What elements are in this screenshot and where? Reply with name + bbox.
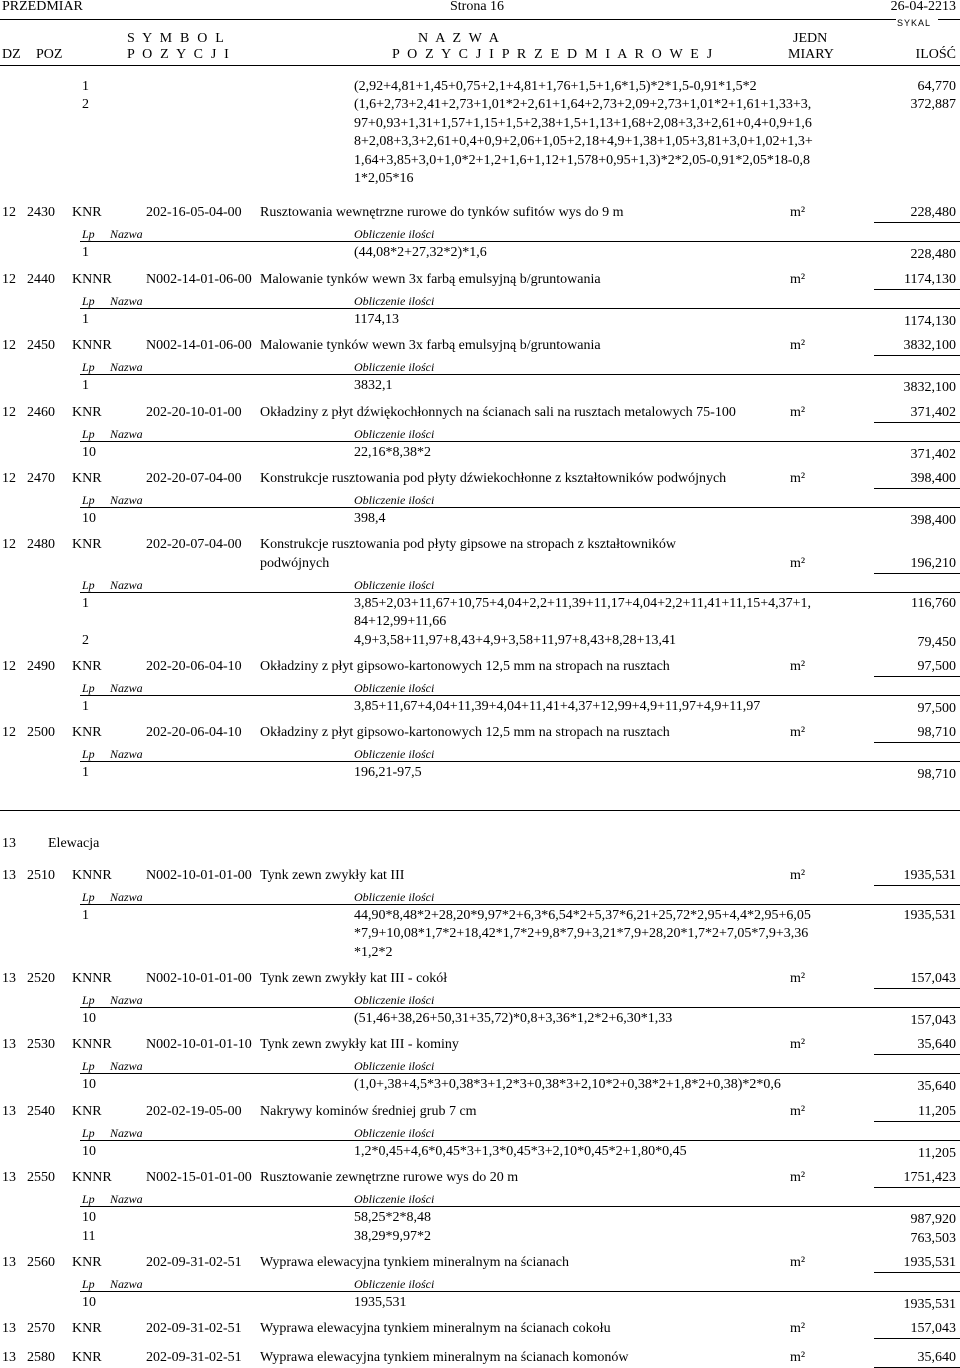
document-title: PRZEDMIAR xyxy=(2,0,83,14)
sub-label-nazwa: Nazwa xyxy=(110,360,143,375)
calc-row-formula: (2,92+4,81+1,45+0,75+2,1+4,81+1,76+1,5+1,6*1,5)*2*1,5-0,91*1,5*2 xyxy=(354,79,757,94)
column-nazwa-2: P O Z Y C J I P R Z E D M I A R O W E J xyxy=(392,47,715,62)
item-catalog: KNR xyxy=(72,659,102,674)
calc-row-formula: (44,08*2+27,32*2)*1,6 xyxy=(354,245,487,261)
calc-row-lp: 10 xyxy=(82,1077,96,1093)
item-code: N002-10-01-01-00 xyxy=(146,971,252,986)
item-unit: m² xyxy=(790,1170,806,1186)
item-quantity: 228,480 xyxy=(910,205,956,221)
calc-row-value: 1174,130 xyxy=(904,313,956,329)
sub-label-lp: Lp xyxy=(82,993,95,1007)
calc-row-value: 64,770 xyxy=(917,79,956,94)
calc-row-lp: 1 xyxy=(82,595,89,611)
item-poz: 2490 xyxy=(27,659,55,674)
item-description: Okładziny z płyt gipsowo-kartonowych 12,5 mm na stropach na rusztach xyxy=(260,659,670,674)
item-description: Tynk zewn zwykły kat III - cokół xyxy=(260,971,448,986)
item-dz: 13 xyxy=(2,1321,16,1337)
page-number: Strona 16 xyxy=(450,0,505,14)
header-rule-end xyxy=(938,19,960,20)
item-catalog: KNNR xyxy=(72,338,112,354)
item-dz: 12 xyxy=(2,659,16,674)
item-catalog: KNR xyxy=(72,1321,102,1337)
calc-row-value: 987,920 xyxy=(910,1212,956,1228)
item-catalog: KNR xyxy=(72,1103,102,1119)
item-quantity-rule xyxy=(874,988,960,989)
item-quantity-rule xyxy=(874,885,960,886)
sub-label-lp: Lp xyxy=(82,293,95,308)
item-poz: 2530 xyxy=(27,1037,55,1053)
sub-header-rule xyxy=(80,695,960,696)
item-code: N002-14-01-06-00 xyxy=(146,338,252,354)
item-code: 202-16-05-04-00 xyxy=(146,205,242,221)
calc-row-formula: 97+0,93+1,31+1,57+1,15+1,5+2,38+1,5+1,13+1,68+2,08+3,3+2,61+0,4+0,9+1,6 xyxy=(354,115,812,131)
item-dz: 13 xyxy=(2,867,16,883)
item-unit: m² xyxy=(790,271,806,287)
sub-label-lp: Lp xyxy=(82,360,95,375)
item-unit: m² xyxy=(790,1321,806,1337)
column-symbol-2: P O Z Y C J I xyxy=(127,47,232,62)
item-quantity: 1751,423 xyxy=(903,1170,956,1186)
calc-row-formula: 38,29*9,97*2 xyxy=(354,1228,431,1244)
item-dz: 13 xyxy=(2,1170,16,1186)
sub-header-rule xyxy=(80,1007,960,1008)
item-catalog: KNR xyxy=(72,205,102,221)
item-poz: 2430 xyxy=(27,205,55,221)
item-unit: m² xyxy=(790,971,806,986)
calc-row-lp: 10 xyxy=(82,1011,96,1026)
sub-label-obliczenie: Obliczenie ilości xyxy=(354,577,435,592)
item-quantity: 35,640 xyxy=(917,1350,956,1366)
sub-header-rule xyxy=(80,761,960,762)
item-poz: 2440 xyxy=(27,271,55,287)
item-unit: m² xyxy=(790,471,806,486)
calc-row-formula: 3,85+11,67+4,04+11,39+4,04+11,41+4,37+12,99+4,9+11,97+4,9+11,97 xyxy=(354,699,761,714)
sub-label-obliczenie: Obliczenie ilości xyxy=(354,426,435,441)
item-dz: 12 xyxy=(2,404,16,420)
calc-row-lp: 10 xyxy=(82,1143,96,1159)
item-quantity-rule xyxy=(874,1121,960,1122)
item-code: 202-20-06-04-10 xyxy=(146,725,242,741)
calc-row-formula: 1,64+3,85+3,0+1,0*2+1,2+1,6+1,12+1,578+0,95+1,3)*2*2,05-0,91*2,05*18-0,8 xyxy=(354,152,811,168)
calc-row-value: 763,503 xyxy=(910,1230,956,1246)
item-poz: 2520 xyxy=(27,971,55,986)
item-unit: m² xyxy=(790,867,806,883)
item-dz: 12 xyxy=(2,338,16,354)
calc-row-lp: 1 xyxy=(82,311,89,327)
item-dz: 13 xyxy=(2,1103,16,1119)
column-jedn-1: JEDN xyxy=(793,31,828,46)
item-quantity-rule xyxy=(874,1187,960,1188)
sub-label-nazwa: Nazwa xyxy=(110,1125,143,1140)
item-quantity: 371,402 xyxy=(910,404,956,420)
sub-label-nazwa: Nazwa xyxy=(110,1277,143,1291)
sub-label-nazwa: Nazwa xyxy=(110,293,143,308)
item-quantity-rule xyxy=(874,573,960,574)
sub-label-lp: Lp xyxy=(82,577,95,592)
calc-row-value: 372,887 xyxy=(910,97,956,113)
item-dz: 12 xyxy=(2,205,16,221)
sub-label-nazwa: Nazwa xyxy=(110,889,143,904)
item-unit: m² xyxy=(790,205,806,221)
calc-row-value: 398,400 xyxy=(910,513,956,528)
item-quantity-rule xyxy=(874,1272,960,1273)
sub-label-lp: Lp xyxy=(82,1277,95,1291)
item-quantity: 196,210 xyxy=(910,555,956,571)
sub-label-obliczenie: Obliczenie ilości xyxy=(354,227,435,242)
item-dz: 13 xyxy=(2,1255,16,1270)
item-catalog: KNR xyxy=(72,404,102,420)
item-unit: m² xyxy=(790,1350,806,1366)
calc-row-formula: 1,2*0,45+4,6*0,45*3+1,3*0,45*3+2,10*0,45*2+1,80*0,45 xyxy=(354,1143,687,1159)
item-description: Konstrukcje rusztowania pod płyty dźwiekochłonne z kształtowników podwójnych xyxy=(260,471,727,486)
item-unit: m² xyxy=(790,555,806,571)
item-quantity-rule xyxy=(874,676,960,677)
item-description: Wyprawa elewacyjna tynkiem mineralnym na ścianach cokołu xyxy=(260,1321,611,1337)
calc-row-value: 116,760 xyxy=(911,595,956,611)
section-title: Elewacja xyxy=(48,835,100,851)
calc-row-lp: 10 xyxy=(82,1210,96,1226)
sub-header-rule xyxy=(80,1073,960,1074)
item-quantity: 1174,130 xyxy=(904,271,956,287)
calc-row-lp: 2 xyxy=(82,632,89,648)
sub-label-nazwa: Nazwa xyxy=(110,426,143,441)
item-unit: m² xyxy=(790,659,806,674)
calc-row-formula: 22,16*8,38*2 xyxy=(354,444,431,460)
item-description: Nakrywy kominów średniej grub 7 cm xyxy=(260,1103,477,1119)
item-quantity: 398,400 xyxy=(910,471,956,486)
calc-row-lp: 1 xyxy=(82,699,89,714)
item-catalog: KNNR xyxy=(72,971,112,986)
sub-header-rule xyxy=(80,592,960,593)
calc-row-formula: 84+12,99+11,66 xyxy=(354,614,447,630)
sub-label-lp: Lp xyxy=(82,889,95,904)
sub-label-obliczenie: Obliczenie ilości xyxy=(354,1059,435,1074)
calc-row-lp: 10 xyxy=(82,1295,96,1310)
calc-row-value: 11,205 xyxy=(918,1145,956,1161)
calc-row-formula: 398,4 xyxy=(354,511,386,526)
item-quantity-rule xyxy=(874,289,960,290)
item-code: 202-20-06-04-10 xyxy=(146,659,242,674)
sub-label-obliczenie: Obliczenie ilości xyxy=(354,1277,435,1291)
item-code: 202-20-07-04-00 xyxy=(146,471,242,486)
sub-label-lp: Lp xyxy=(82,747,95,762)
item-unit: m² xyxy=(790,1037,806,1053)
item-quantity: 157,043 xyxy=(910,1321,956,1337)
sub-label-obliczenie: Obliczenie ilości xyxy=(354,293,435,308)
sub-header-rule xyxy=(80,1206,960,1207)
calc-row-lp: 1 xyxy=(82,79,89,94)
sub-header-rule xyxy=(80,904,960,905)
calc-row-formula: 58,25*2*8,48 xyxy=(354,1210,431,1226)
calc-row-formula: 3,85+2,03+11,67+10,75+4,04+2,2+11,39+11,17+4,04+2,2+11,41+11,15+4,37+1, xyxy=(354,595,812,611)
sub-label-nazwa: Nazwa xyxy=(110,227,143,242)
brand-mark: SYKAL xyxy=(897,18,932,28)
item-quantity-rule xyxy=(874,355,960,356)
item-catalog: KNR xyxy=(72,471,102,486)
calc-row-formula: 4,9+3,58+11,97+8,43+4,9+3,58+11,97+8,43+8,28+13,41 xyxy=(354,632,677,648)
item-poz: 2580 xyxy=(27,1350,55,1366)
calc-row-formula: *7,9+10,08*1,7*2+18,42*1,7*2+9,8*7,9+3,21*7,9+28,20*1,7*2+7,05*7,9+3,36 xyxy=(354,926,809,942)
calc-row-formula: 44,90*8,48*2+28,20*9,97*2+6,3*6,54*2+5,37*6,21+25,72*2,95+4,4*2,95+6,05 xyxy=(354,907,811,923)
sub-label-lp: Lp xyxy=(82,1125,95,1140)
calc-row-formula: *1,2*2 xyxy=(354,944,393,960)
item-dz: 12 xyxy=(2,471,16,486)
item-quantity: 98,710 xyxy=(917,725,956,741)
sub-header-rule xyxy=(80,507,960,508)
sub-label-nazwa: Nazwa xyxy=(110,993,143,1007)
item-catalog: KNR xyxy=(72,537,102,553)
calc-row-value: 98,710 xyxy=(917,767,956,783)
item-quantity: 1935,531 xyxy=(903,1255,956,1270)
item-dz: 12 xyxy=(2,271,16,287)
item-code: 202-09-31-02-51 xyxy=(146,1255,242,1270)
item-description: podwójnych xyxy=(260,555,330,571)
item-quantity: 157,043 xyxy=(910,971,956,986)
section-number: 13 xyxy=(2,835,16,851)
calc-row-value: 228,480 xyxy=(910,247,956,263)
sub-label-nazwa: Nazwa xyxy=(110,1059,143,1074)
column-poz: POZ xyxy=(36,47,63,62)
section-rule xyxy=(0,810,960,811)
item-poz: 2500 xyxy=(27,725,55,741)
item-unit: m² xyxy=(790,404,806,420)
calc-row-lp: 1 xyxy=(82,907,89,923)
sub-label-nazwa: Nazwa xyxy=(110,493,143,507)
column-nazwa-1: N A Z W A xyxy=(418,31,502,46)
item-poz: 2450 xyxy=(27,338,55,354)
column-symbol-1: S Y M B O L xyxy=(127,31,227,46)
sub-label-obliczenie: Obliczenie ilości xyxy=(354,681,435,695)
calc-row-formula: (1,6+2,73+2,41+2,73+1,01*2+2,61+1,64+2,73+2,09+2,73+1,01*2+1,61+1,33+3, xyxy=(354,97,812,113)
item-poz: 2540 xyxy=(27,1103,55,1119)
item-unit: m² xyxy=(790,1255,806,1270)
item-unit: m² xyxy=(790,1103,806,1119)
item-dz: 13 xyxy=(2,971,16,986)
print-date: 26-04-2213 xyxy=(890,0,956,14)
item-code: 202-09-31-02-51 xyxy=(146,1350,242,1366)
sub-label-lp: Lp xyxy=(82,1059,95,1074)
calc-row-formula: 1174,13 xyxy=(354,311,399,327)
calc-row-lp: 1 xyxy=(82,378,89,394)
calc-row-formula: 1935,531 xyxy=(354,1295,407,1310)
calc-row-lp: 2 xyxy=(82,97,89,113)
sub-label-obliczenie: Obliczenie ilości xyxy=(354,1125,435,1140)
header-rule xyxy=(0,19,896,20)
sub-label-lp: Lp xyxy=(82,1192,95,1207)
item-quantity-rule xyxy=(874,222,960,223)
item-quantity: 35,640 xyxy=(917,1037,956,1053)
calc-row-formula: 8+2,08+3,3+2,61+0,4+0,9+2,06+1,05+2,18+4,9+1,38+1,05+3,81+3,0+1,02+1,3+ xyxy=(354,134,813,150)
calc-row-formula: (51,46+38,26+50,31+35,72)*0,8+3,36*1,2*2+6,30*1,33 xyxy=(354,1011,673,1026)
item-poz: 2550 xyxy=(27,1170,55,1186)
item-catalog: KNNR xyxy=(72,867,112,883)
sub-label-nazwa: Nazwa xyxy=(110,747,143,762)
sub-label-lp: Lp xyxy=(82,681,95,695)
item-description: Konstrukcje rusztowania pod płyty gipsowe na stropach z kształtowników xyxy=(260,537,677,553)
item-quantity-rule xyxy=(874,742,960,743)
item-description: Rusztowanie zewnętrzne rurowe wys do 20 m xyxy=(260,1170,519,1186)
sub-label-obliczenie: Obliczenie ilości xyxy=(354,889,435,904)
item-poz: 2460 xyxy=(27,404,55,420)
sub-label-lp: Lp xyxy=(82,493,95,507)
item-poz: 2480 xyxy=(27,537,55,553)
item-description: Okładziny z płyt gipsowo-kartonowych 12,5 mm na stropach na rusztach xyxy=(260,725,670,741)
item-code: N002-10-01-01-10 xyxy=(146,1037,252,1053)
item-catalog: KNNR xyxy=(72,1170,112,1186)
item-dz: 12 xyxy=(2,725,16,741)
column-jedn-2: MIARY xyxy=(788,47,834,62)
item-code: 202-20-07-04-00 xyxy=(146,537,242,553)
sub-header-rule xyxy=(80,374,960,375)
column-dz: DZ xyxy=(2,47,21,62)
sub-label-obliczenie: Obliczenie ilości xyxy=(354,1192,435,1207)
sub-label-nazwa: Nazwa xyxy=(110,577,143,592)
column-ilosc: ILOŚĆ xyxy=(915,47,956,62)
item-description: Malowanie tynków wewn 3x farbą emulsyjną b/gruntowania xyxy=(260,338,601,354)
sub-header-rule xyxy=(80,441,960,442)
item-quantity: 97,500 xyxy=(917,659,956,674)
item-poz: 2470 xyxy=(27,471,55,486)
item-dz: 13 xyxy=(2,1350,16,1366)
item-description: Tynk zewn zwykły kat III xyxy=(260,867,405,883)
sub-label-obliczenie: Obliczenie ilości xyxy=(354,747,435,762)
item-code: N002-10-01-01-00 xyxy=(146,867,252,883)
item-unit: m² xyxy=(790,725,806,741)
item-quantity: 1935,531 xyxy=(903,867,956,883)
item-quantity-rule xyxy=(874,422,960,423)
item-catalog: KNR xyxy=(72,725,102,741)
calc-row-lp: 10 xyxy=(82,444,96,460)
item-quantity-rule xyxy=(874,1054,960,1055)
item-code: N002-14-01-06-00 xyxy=(146,271,252,287)
item-catalog: KNR xyxy=(72,1255,102,1270)
calc-row-value: 79,450 xyxy=(917,634,956,650)
item-description: Wyprawa elewacyjna tynkiem mineralnym na ścianach komonów xyxy=(260,1350,629,1366)
item-quantity: 11,205 xyxy=(918,1103,956,1119)
item-code: 202-09-31-02-51 xyxy=(146,1321,242,1337)
sub-header-rule xyxy=(80,308,960,309)
item-poz: 2560 xyxy=(27,1255,55,1270)
item-code: 202-02-19-05-00 xyxy=(146,1103,242,1119)
item-catalog: KNR xyxy=(72,1350,102,1366)
sub-label-nazwa: Nazwa xyxy=(110,1192,143,1207)
calc-row-formula: 196,21-97,5 xyxy=(354,765,422,781)
item-code: 202-20-10-01-00 xyxy=(146,404,242,420)
item-dz: 13 xyxy=(2,1037,16,1053)
item-dz: 12 xyxy=(2,537,16,553)
calc-row-value: 157,043 xyxy=(910,1013,956,1028)
calc-row-value: 3832,100 xyxy=(903,380,956,396)
sub-label-obliczenie: Obliczenie ilości xyxy=(354,493,435,507)
calc-row-value: 97,500 xyxy=(917,701,956,716)
item-poz: 2570 xyxy=(27,1321,55,1337)
item-description: Malowanie tynków wewn 3x farbą emulsyjną b/gruntowania xyxy=(260,271,601,287)
item-poz: 2510 xyxy=(27,867,55,883)
calc-row-value: 371,402 xyxy=(910,446,956,462)
item-description: Wyprawa elewacyjna tynkiem mineralnym na ścianach xyxy=(260,1255,569,1270)
item-code: N002-15-01-01-00 xyxy=(146,1170,252,1186)
item-description: Tynk zewn zwykły kat III - kominy xyxy=(260,1037,459,1053)
item-unit: m² xyxy=(790,338,806,354)
calc-row-value: 1935,531 xyxy=(903,1297,956,1312)
sub-header-rule xyxy=(80,1291,960,1292)
calc-row-value: 35,640 xyxy=(917,1079,956,1095)
calc-row-lp: 10 xyxy=(82,511,96,526)
sub-header-rule xyxy=(80,241,960,242)
item-quantity-rule xyxy=(874,488,960,489)
item-catalog: KNNR xyxy=(72,271,112,287)
calc-row-value: 1935,531 xyxy=(903,907,956,923)
calc-row-lp: 11 xyxy=(82,1228,96,1244)
sub-header-rule xyxy=(80,1140,960,1141)
item-quantity-rule xyxy=(874,1338,960,1339)
item-description: Okładziny z płyt dźwiękochłonnych na ścianach sali na rusztach metalowych 75-100 xyxy=(260,404,736,420)
sub-label-lp: Lp xyxy=(82,227,95,242)
calc-row-formula: (1,0+,38+4,5*3+0,38*3+1,2*3+0,38*3+2,10*2+0,38*2+1,8*2+0,38)*2*0,6 xyxy=(354,1077,781,1093)
item-catalog: KNNR xyxy=(72,1037,112,1053)
calc-row-lp: 1 xyxy=(82,245,89,261)
calc-row-formula: 3832,1 xyxy=(354,378,393,394)
item-description: Rusztowania wewnętrzne rurowe do tynków sufitów wys do 9 m xyxy=(260,205,624,221)
column-header-rule xyxy=(0,65,960,66)
item-quantity: 3832,100 xyxy=(903,338,956,354)
sub-label-lp: Lp xyxy=(82,426,95,441)
calc-row-formula: 1*2,05*16 xyxy=(354,171,414,186)
calc-row-lp: 1 xyxy=(82,765,89,781)
sub-label-obliczenie: Obliczenie ilości xyxy=(354,993,435,1007)
sub-label-nazwa: Nazwa xyxy=(110,681,143,695)
sub-label-obliczenie: Obliczenie ilości xyxy=(354,360,435,375)
